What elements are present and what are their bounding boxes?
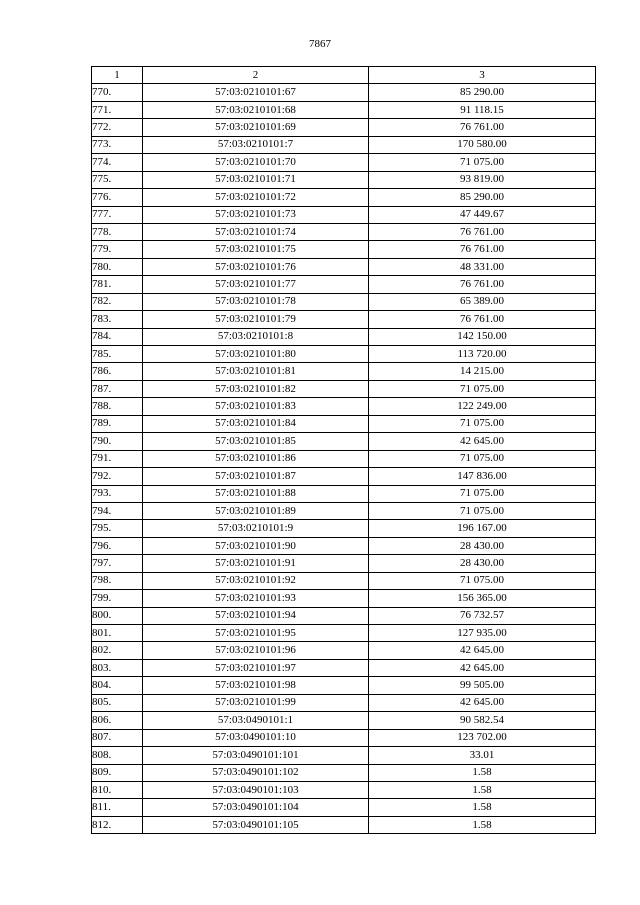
table-row: [92, 781, 596, 798]
row-number-cell: 786.: [92, 363, 143, 380]
cadastral-number-cell: 57:03:0210101:86: [143, 450, 369, 467]
cadastral-number-cell: 57:03:0210101:72: [143, 189, 369, 206]
column-header-2: 2: [143, 67, 369, 84]
cadastral-number-cell: 57:03:0210101:99: [143, 694, 369, 711]
value-cell: 85 290.00: [369, 189, 596, 206]
cadastral-number-cell: 57:03:0210101:92: [143, 572, 369, 589]
value-cell: 113 720.00: [369, 346, 596, 363]
row-number-cell: 782.: [92, 293, 143, 310]
cadastral-number-cell: 57:03:0210101:76: [143, 258, 369, 275]
value-cell: 71 075.00: [369, 154, 596, 171]
table-row: [92, 729, 596, 746]
value-cell: 76 732.57: [369, 607, 596, 624]
value-cell: 1.58: [369, 764, 596, 781]
cadastral-number-cell: 57:03:0210101:7: [143, 136, 369, 153]
table-row: [92, 520, 596, 537]
row-number-cell: 810.: [92, 781, 143, 798]
table-row: [92, 363, 596, 380]
table-row: [92, 502, 596, 519]
row-number-cell: 780.: [92, 258, 143, 275]
row-number-cell: 773.: [92, 136, 143, 153]
cadastral-number-cell: 57:03:0490101:102: [143, 764, 369, 781]
cadastral-number-cell: 57:03:0210101:97: [143, 659, 369, 676]
value-cell: 28 430.00: [369, 537, 596, 554]
cadastral-number-cell: 57:03:0210101:71: [143, 171, 369, 188]
cadastral-number-cell: 57:03:0210101:98: [143, 677, 369, 694]
row-number-cell: 781.: [92, 276, 143, 293]
cadastral-number-cell: 57:03:0210101:8: [143, 328, 369, 345]
row-number-cell: 791.: [92, 450, 143, 467]
table-row: [92, 607, 596, 624]
table-row: [92, 311, 596, 328]
value-cell: 156 365.00: [369, 590, 596, 607]
row-number-cell: 776.: [92, 189, 143, 206]
row-number-cell: 805.: [92, 694, 143, 711]
row-number-cell: 779.: [92, 241, 143, 258]
cadastral-number-cell: 57:03:0210101:67: [143, 84, 369, 101]
row-number-cell: 784.: [92, 328, 143, 345]
cadastral-number-cell: 57:03:0210101:87: [143, 468, 369, 485]
value-cell: 196 167.00: [369, 520, 596, 537]
value-cell: 71 075.00: [369, 415, 596, 432]
table-row: [92, 119, 596, 136]
value-cell: 76 761.00: [369, 276, 596, 293]
table-header-row: [92, 67, 596, 84]
row-number-cell: 783.: [92, 311, 143, 328]
page-number: 7867: [309, 38, 331, 50]
value-cell: 76 761.00: [369, 223, 596, 240]
row-number-cell: 775.: [92, 171, 143, 188]
value-cell: 33.01: [369, 747, 596, 764]
cadastral-number-cell: 57:03:0210101:73: [143, 206, 369, 223]
row-number-cell: 809.: [92, 764, 143, 781]
value-cell: 85 290.00: [369, 84, 596, 101]
cadastral-value-table: [91, 66, 596, 834]
row-number-cell: 772.: [92, 119, 143, 136]
row-number-cell: 797.: [92, 555, 143, 572]
table-row: [92, 677, 596, 694]
value-cell: 76 761.00: [369, 311, 596, 328]
row-number-cell: 806.: [92, 712, 143, 729]
cadastral-number-cell: 57:03:0210101:93: [143, 590, 369, 607]
table-row: [92, 328, 596, 345]
value-cell: 91 118.15: [369, 101, 596, 118]
row-number-cell: 794.: [92, 502, 143, 519]
table-row: [92, 136, 596, 153]
cadastral-number-cell: 57:03:0210101:68: [143, 101, 369, 118]
value-cell: 71 075.00: [369, 502, 596, 519]
table-row: [92, 555, 596, 572]
value-cell: 42 645.00: [369, 433, 596, 450]
table-row: [92, 101, 596, 118]
table-row: [92, 816, 596, 833]
row-number-cell: 787.: [92, 380, 143, 397]
row-number-cell: 808.: [92, 747, 143, 764]
value-cell: 76 761.00: [369, 119, 596, 136]
cadastral-number-cell: 57:03:0490101:101: [143, 747, 369, 764]
table-row: [92, 590, 596, 607]
table-row: [92, 398, 596, 415]
cadastral-number-cell: 57:03:0210101:82: [143, 380, 369, 397]
row-number-cell: 803.: [92, 659, 143, 676]
row-number-cell: 770.: [92, 84, 143, 101]
cadastral-number-cell: 57:03:0210101:74: [143, 223, 369, 240]
cadastral-number-cell: 57:03:0490101:103: [143, 781, 369, 798]
cadastral-number-cell: 57:03:0210101:95: [143, 625, 369, 642]
cadastral-number-cell: 57:03:0210101:88: [143, 485, 369, 502]
table-row: [92, 223, 596, 240]
value-cell: 42 645.00: [369, 659, 596, 676]
table-row: [92, 485, 596, 502]
value-cell: 142 150.00: [369, 328, 596, 345]
cadastral-number-cell: 57:03:0210101:9: [143, 520, 369, 537]
table-body: [92, 84, 596, 834]
table-row: [92, 154, 596, 171]
table-row: [92, 189, 596, 206]
cadastral-number-cell: 57:03:0210101:85: [143, 433, 369, 450]
value-cell: 1.58: [369, 781, 596, 798]
cadastral-number-cell: 57:03:0210101:69: [143, 119, 369, 136]
value-cell: 71 075.00: [369, 485, 596, 502]
table-row: [92, 380, 596, 397]
value-cell: 122 249.00: [369, 398, 596, 415]
table-row: [92, 537, 596, 554]
row-number-cell: 799.: [92, 590, 143, 607]
cadastral-number-cell: 57:03:0490101:1: [143, 712, 369, 729]
cadastral-number-cell: 57:03:0210101:84: [143, 415, 369, 432]
row-number-cell: 804.: [92, 677, 143, 694]
table-row: [92, 625, 596, 642]
value-cell: 47 449.67: [369, 206, 596, 223]
row-number-cell: 790.: [92, 433, 143, 450]
value-cell: 147 836.00: [369, 468, 596, 485]
cadastral-number-cell: 57:03:0210101:78: [143, 293, 369, 310]
table-row: [92, 171, 596, 188]
value-cell: 127 935.00: [369, 625, 596, 642]
cadastral-number-cell: 57:03:0210101:79: [143, 311, 369, 328]
value-cell: 71 075.00: [369, 450, 596, 467]
table-row: [92, 747, 596, 764]
row-number-cell: 792.: [92, 468, 143, 485]
table-row: [92, 346, 596, 363]
value-cell: 65 389.00: [369, 293, 596, 310]
table-row: [92, 433, 596, 450]
cadastral-number-cell: 57:03:0210101:90: [143, 537, 369, 554]
table-row: [92, 468, 596, 485]
cadastral-number-cell: 57:03:0210101:80: [143, 346, 369, 363]
value-cell: 1.58: [369, 799, 596, 816]
value-cell: 71 075.00: [369, 380, 596, 397]
row-number-cell: 812.: [92, 816, 143, 833]
value-cell: 48 331.00: [369, 258, 596, 275]
row-number-cell: 777.: [92, 206, 143, 223]
table-row: [92, 642, 596, 659]
table-row: [92, 799, 596, 816]
value-cell: 1.58: [369, 816, 596, 833]
table-row: [92, 276, 596, 293]
value-cell: 170 580.00: [369, 136, 596, 153]
cadastral-number-cell: 57:03:0210101:96: [143, 642, 369, 659]
row-number-cell: 811.: [92, 799, 143, 816]
row-number-cell: 774.: [92, 154, 143, 171]
table-row: [92, 694, 596, 711]
column-header-1: 1: [92, 67, 143, 84]
value-cell: 76 761.00: [369, 241, 596, 258]
cadastral-number-cell: 57:03:0490101:105: [143, 816, 369, 833]
value-cell: 42 645.00: [369, 642, 596, 659]
table-row: [92, 84, 596, 101]
cadastral-number-cell: 57:03:0210101:77: [143, 276, 369, 293]
cadastral-number-cell: 57:03:0210101:75: [143, 241, 369, 258]
cadastral-number-cell: 57:03:0490101:104: [143, 799, 369, 816]
cadastral-number-cell: 57:03:0490101:10: [143, 729, 369, 746]
cadastral-number-cell: 57:03:0210101:91: [143, 555, 369, 572]
value-cell: 93 819.00: [369, 171, 596, 188]
table-row: [92, 764, 596, 781]
table-row: [92, 241, 596, 258]
value-cell: 123 702.00: [369, 729, 596, 746]
row-number-cell: 788.: [92, 398, 143, 415]
row-number-cell: 778.: [92, 223, 143, 240]
row-number-cell: 795.: [92, 520, 143, 537]
table-row: [92, 450, 596, 467]
table-row: [92, 659, 596, 676]
row-number-cell: 789.: [92, 415, 143, 432]
value-cell: 90 582.54: [369, 712, 596, 729]
row-number-cell: 771.: [92, 101, 143, 118]
value-cell: 71 075.00: [369, 572, 596, 589]
cadastral-number-cell: 57:03:0210101:89: [143, 502, 369, 519]
table-row: [92, 572, 596, 589]
cadastral-number-cell: 57:03:0210101:83: [143, 398, 369, 415]
row-number-cell: 785.: [92, 346, 143, 363]
row-number-cell: 807.: [92, 729, 143, 746]
table-row: [92, 415, 596, 432]
row-number-cell: 801.: [92, 625, 143, 642]
table-row: [92, 206, 596, 223]
row-number-cell: 800.: [92, 607, 143, 624]
row-number-cell: 793.: [92, 485, 143, 502]
row-number-cell: 796.: [92, 537, 143, 554]
cadastral-number-cell: 57:03:0210101:81: [143, 363, 369, 380]
cadastral-number-cell: 57:03:0210101:94: [143, 607, 369, 624]
value-cell: 28 430.00: [369, 555, 596, 572]
value-cell: 14 215.00: [369, 363, 596, 380]
cadastral-number-cell: 57:03:0210101:70: [143, 154, 369, 171]
table-row: [92, 258, 596, 275]
table-row: [92, 712, 596, 729]
table-row: [92, 293, 596, 310]
value-cell: 42 645.00: [369, 694, 596, 711]
value-cell: 99 505.00: [369, 677, 596, 694]
row-number-cell: 802.: [92, 642, 143, 659]
column-header-3: 3: [369, 67, 596, 84]
row-number-cell: 798.: [92, 572, 143, 589]
